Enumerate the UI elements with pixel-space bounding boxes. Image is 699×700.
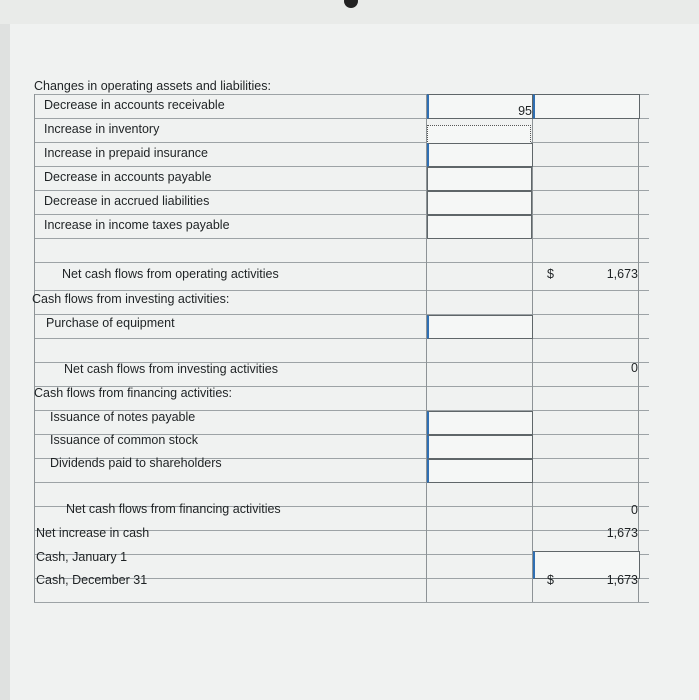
label-cash-jan: Cash, January 1	[36, 550, 128, 564]
label-net-financing: Net cash flows from financing activities	[66, 502, 281, 516]
dollar-cash-dec: $	[547, 573, 554, 587]
value-net-increase: 1,673	[606, 526, 638, 540]
input-issuance-stock[interactable]	[427, 435, 533, 459]
value-net-operating: 1,673	[606, 267, 638, 281]
label-financing-header: Cash flows from financing activities:	[34, 386, 232, 400]
label-issuance-notes: Issuance of notes payable	[50, 410, 196, 424]
label-increase-taxes: Increase in income taxes payable	[44, 218, 230, 232]
input-increase-inventory[interactable]	[427, 125, 531, 144]
label-increase-prepaid: Increase in prepaid insurance	[44, 146, 208, 160]
input-decrease-ap[interactable]	[427, 167, 532, 191]
label-decrease-ap: Decrease in accounts payable	[44, 170, 212, 184]
input-increase-prepaid[interactable]	[427, 143, 533, 167]
value-net-investing: 0	[631, 361, 638, 375]
camera-dot	[344, 0, 358, 8]
value-ar: 95	[518, 104, 532, 118]
input-decrease-accrued[interactable]	[427, 191, 532, 215]
value-cash-dec: 1,673	[606, 573, 638, 587]
label-issuance-stock: Issuance of common stock	[50, 433, 198, 447]
label-dividends: Dividends paid to shareholders	[50, 456, 222, 470]
input-purchase-equipment[interactable]	[427, 315, 533, 339]
cash-flow-statement-table	[32, 79, 649, 609]
input-increase-taxes[interactable]	[427, 215, 532, 239]
header-cut-text: Changes in operating assets and liabilities:	[34, 79, 271, 93]
label-cash-dec: Cash, December 31	[36, 573, 148, 587]
dollar-net-operating: $	[547, 267, 554, 281]
label-increase-inventory: Increase in inventory	[44, 122, 160, 136]
label-purchase-equipment: Purchase of equipment	[46, 316, 175, 330]
label-net-operating: Net cash flows from operating activities	[62, 267, 279, 281]
label-decrease-ar: Decrease in accounts receivable	[44, 98, 225, 112]
label-net-increase: Net increase in cash	[36, 526, 150, 540]
cut-header	[34, 79, 304, 98]
input-ar-right[interactable]	[533, 94, 640, 119]
label-investing-header: Cash flows from investing activities:	[32, 292, 230, 306]
label-net-investing: Net cash flows from investing activities	[64, 362, 278, 376]
input-dividends[interactable]	[427, 459, 533, 483]
value-net-financing: 0	[631, 503, 638, 517]
browser-top-bar	[0, 0, 699, 24]
input-issuance-notes[interactable]	[427, 411, 533, 435]
label-decrease-accrued: Decrease in accrued liabilities	[44, 194, 210, 208]
worksheet-page	[10, 24, 699, 700]
